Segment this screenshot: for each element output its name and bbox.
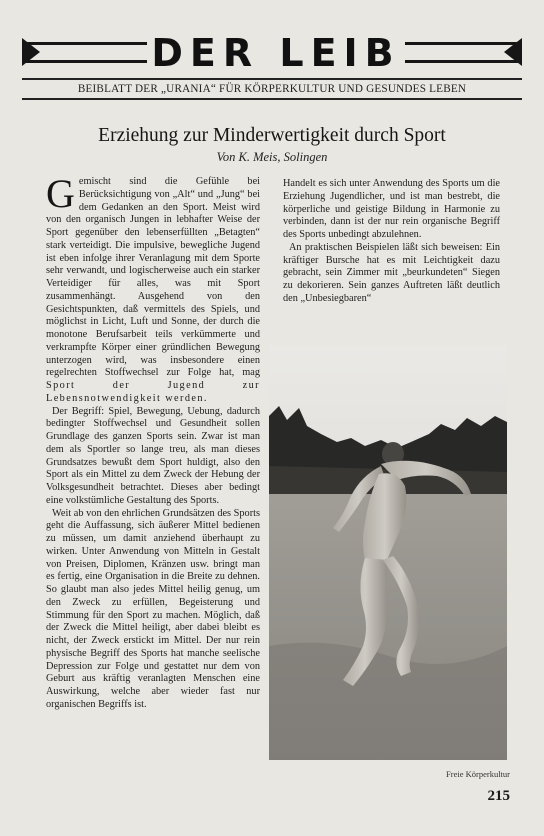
masthead-subtitle: BEIBLATT DER „URANIA“ FÜR KÖRPERKULTUR UND GESUNDES LEBEN xyxy=(22,78,522,100)
photo-dancer xyxy=(269,346,507,760)
drop-cap: G xyxy=(46,176,75,216)
article-byline: Von K. Meis, Solingen xyxy=(216,150,328,164)
paragraph-text: emischt sind die Gefühle bei Berücksichtigung von „Alt“ und „Jung“ bei dem Gedanken an den Sport. Meist wird von den organisch Jungen in lebhafter Weise der Sport gegenüber den lebenserfüllten „Betagten“ stark verteidigt. Die impulsive, bewegliche Jugend ist eben infolge ihrer Veranlagung mit dem Sporte sehr verwandt, und logischerweise auch ein starker Verteidiger für alles, was mit Sport zusammenhängt. Ausgehend von den Gesichtspunkten, daß vermittels des Spiels, und möglichst in Licht, Luft und Sonne, der durch die monotone Berufsarbeit teils verkümmerte und verkrampfte Körper einer gründlichen Bewegung unterzogen wird, was insbesondere einen regelrechten Stoffwechsel zur Folge hat, mag xyxy=(46,176,260,379)
paragraph: Der Begriff: Spiel, Bewegung, Uebung, dadurch bedingter Stoffwechsel und Gesundheit sollen Grundlage des ganzen Sports sein. Zwar ist man dem als Sportler so lange treu, als man dieses Grundsatzes bewußt dem Sport huldigt, also den Sport als ein Mittel zu dem Zweck der Hebung der Volksgesundheit betrachtet. Dieses aber bedingt eine volkstümliche Gestaltung des Sports. xyxy=(46,405,260,506)
masthead xyxy=(22,31,522,75)
paragraph xyxy=(46,176,260,406)
photo-image xyxy=(269,346,507,760)
masthead-arrow-left-icon xyxy=(22,38,40,66)
masthead-title: DER LEIB xyxy=(147,32,405,72)
paragraph: Handelt es sich unter Anwendung des Sports um die Erziehung Jugendlicher, und ist man bestrebt, die körperliche und geistige Bildung in Harmonie zu verbinden, dann ist der nur rein organische Begriff des Sports unbedingt abzulehnen. xyxy=(283,178,500,240)
text-column-left xyxy=(46,176,260,786)
paragraph: Weit ab von den ehrlichen Grundsätzen des Sports geht die Auffassung, sich äußerer Mittel bedienen zu müssen, um damit anziehend überhaupt zu wirken. Unter Anwendung von Mitteln in Gestalt von Preisen, Diplomen, Kränzen usw. bringt man es fertig, eine Organisation in die Breite zu dehnen. So glaubt man also jedes Mittel heilig genug, um den Zweck zu erfüllen, Begeisterung und Stimmung für den Sport zu machen. Möglich, daß der Zweck die Mittel heiligt, aber dabei bleibt es nicht, der Zweck erstickt im Mittel. Der nur rein physische Begriff des Sports hat manche seelische Depression zur Folge und gestattet nur dem von Geburt aus kräftig veranlagten Menschen eine Auswirkung, welche aber wieder fast nur organischen Begriffs ist. xyxy=(46,507,260,710)
paragraph: An praktischen Beispielen läßt sich beweisen: Ein kräftiger Bursche hat es mit Leichtigkeit dazu gebracht, sein Zimmer mit „beurkundeten“ Siegen zu dekorieren. Sein ganzes Auftreten läßt deutlich den „Unbesiegbaren“ xyxy=(283,241,500,304)
spaced-phrase: Sport der Jugend zur Lebensnotwendigkeit werden. xyxy=(46,380,260,404)
page-number: 215 xyxy=(487,788,510,804)
photo-caption: Freie Körperkultur xyxy=(446,769,510,779)
article-headline: Erziehung zur Minderwertigkeit durch Sport xyxy=(98,125,446,146)
masthead-arrow-right-icon xyxy=(504,38,522,66)
text-column-right xyxy=(283,178,500,338)
